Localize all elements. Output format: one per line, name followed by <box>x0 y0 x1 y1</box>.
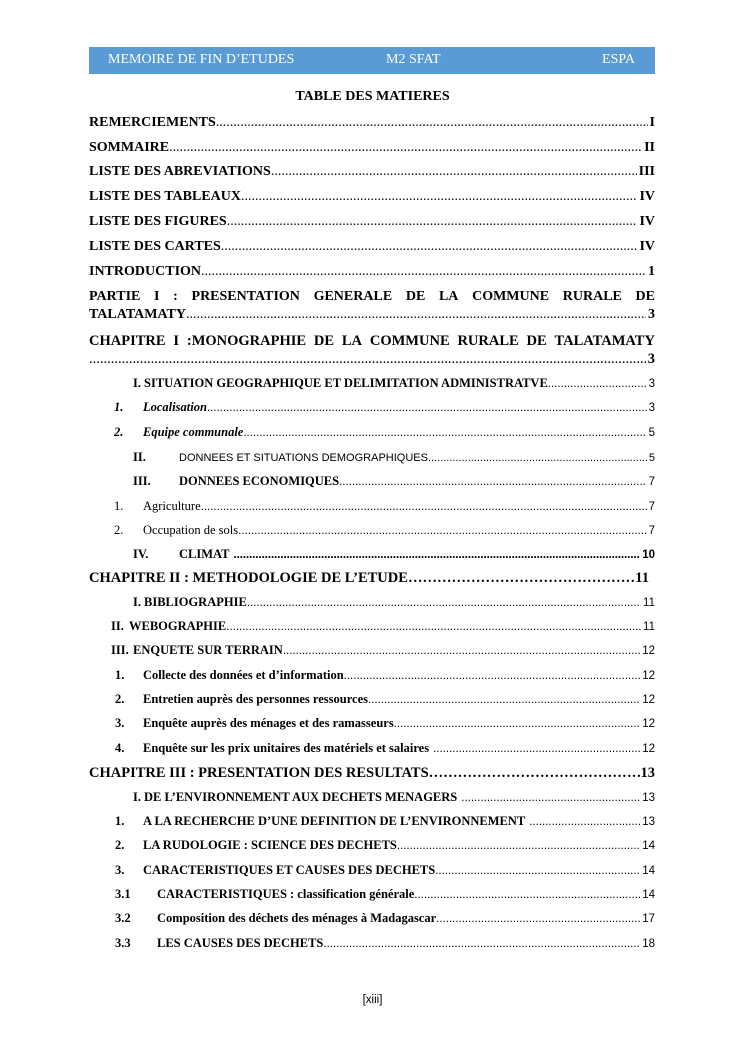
toc-entry-bibliographie[interactable]: I. BIBLIOGRAPHIE ..... 11 <box>133 595 655 610</box>
toc-entry-chapitre-2[interactable]: CHAPITRE II : METHODOLOGIE DE L’ETUDE ………………………………………………………………………………………………………………………………………………………………………………… 11 <box>89 570 649 587</box>
header-right-text: ESPA <box>602 52 635 67</box>
toc-entry-composition-dechets[interactable]: 3.2 Composition des déchets des ménages à Madagascar ..... 17 <box>115 911 655 926</box>
toc-entry-occupation-sols[interactable]: 2. Occupation de sols ..... 7 <box>114 523 655 538</box>
toc-entry-chapitre-3[interactable]: CHAPITRE III : PRESENTATION DES RESULTATS ………………………………………………………………………………………………………………………………………………………………………………… 13 <box>89 765 655 782</box>
chapitre-1-line-1: CHAPITRE I :MONOGRAPHIE DE LA COMMUNE RURALE DE TALATAMATY <box>89 333 655 349</box>
toc-entry-localisation[interactable]: 1. Localisation ..... 3 <box>114 400 655 415</box>
toc-entry-donnees-economiques[interactable]: III. DONNEES ECONOMIQUES ..... 7 <box>133 474 655 489</box>
toc-entry-webographie[interactable]: II. WEBOGRAPHIE ..... 11 <box>111 619 655 634</box>
toc-entry-classification-generale[interactable]: 3.1 CARACTERISTIQUES : classification générale ..... 14 <box>115 887 655 902</box>
toc-entry-equipe-communale[interactable]: 2. Equipe communale ..... 5 <box>114 425 655 440</box>
toc-entry-enquete-prix[interactable]: 4. Enquête sur les prix unitaires des matériels et salaires ..... 12 <box>115 741 655 756</box>
toc-entry-partie-1[interactable] <box>89 288 655 324</box>
toc-entry-environnement-dechets[interactable]: I. DE L’ENVIRONNEMENT AUX DECHETS MENAGERS ..... 13 <box>133 790 655 805</box>
toc-entry-figures[interactable]: LISTE DES FIGURES ..... IV <box>89 214 655 230</box>
header-middle-text: M2 SFAT <box>386 52 441 67</box>
partie-1-line-2: TALATAMATY ..... 3 <box>89 306 655 324</box>
toc-entry-cartes[interactable]: LISTE DES CARTES ..... IV <box>89 239 655 255</box>
toc-entry-caracteristiques-causes[interactable]: 3. CARACTERISTIQUES ET CAUSES DES DECHETS ..... 14 <box>115 863 655 878</box>
toc-entry-abreviations[interactable]: LISTE DES ABREVIATIONS ..... III <box>89 164 655 180</box>
toc-title: TABLE DES MATIERES <box>295 89 450 104</box>
toc-entry-entretien[interactable]: 2. Entretien auprès des personnes ressources ..... 12 <box>115 692 655 707</box>
toc-entry-chapitre-1[interactable] <box>89 332 655 368</box>
toc-entry-tableaux[interactable]: LISTE DES TABLEAUX ..... IV <box>89 189 655 205</box>
toc-entry-remerciements[interactable]: REMERCIEMENTS ..... I <box>89 115 655 131</box>
page-number-footer: [xiii] <box>362 994 383 1006</box>
partie-1-line-1: PARTIE I : PRESENTATION GENERALE DE LA COMMUNE RURALE DE <box>89 289 655 304</box>
toc-entry-definition-environnement[interactable]: 1. A LA RECHERCHE D’UNE DEFINITION DE L’ENVIRONNEMENT ..... 13 <box>115 814 655 829</box>
page-header-band <box>89 47 655 74</box>
header-left-text: MEMOIRE DE FIN D’ETUDES <box>108 52 295 67</box>
toc-entry-collecte-donnees[interactable]: 1. Collecte des données et d’information ..... 12 <box>115 668 655 683</box>
toc-entry-causes-dechets[interactable]: 3.3 LES CAUSES DES DECHETS ..... 18 <box>115 936 655 951</box>
toc-entry-introduction[interactable]: INTRODUCTION ..... 1 <box>89 264 655 280</box>
chapitre-1-line-2: ..... 3 <box>89 350 655 368</box>
toc-entry-climat[interactable]: IV. CLIMAT ..... 10 <box>133 547 655 562</box>
toc-entry-enquete-menages[interactable]: 3. Enquête auprès des ménages et des ramasseurs ..... 12 <box>115 716 655 731</box>
toc-entry-agriculture[interactable]: 1. Agriculture ..... 7 <box>114 499 655 514</box>
toc-entry-enquete-terrain[interactable]: III. ENQUETE SUR TERRAIN ..... 12 <box>111 643 655 658</box>
toc-entry-sommaire[interactable]: SOMMAIRE ..... II <box>89 140 655 156</box>
toc-entry-rudologie[interactable]: 2. LA RUDOLOGIE : SCIENCE DES DECHETS ..... 14 <box>115 838 655 853</box>
toc-entry-donnees-demographiques[interactable]: II. DONNEES ET SITUATIONS DEMOGRAPHIQUES ..... 5 <box>133 450 655 465</box>
toc-entry-situation-geographique[interactable]: I. SITUATION GEOGRAPHIQUE ET DELIMITATION ADMINISTRATVE ..... 3 <box>133 376 655 391</box>
